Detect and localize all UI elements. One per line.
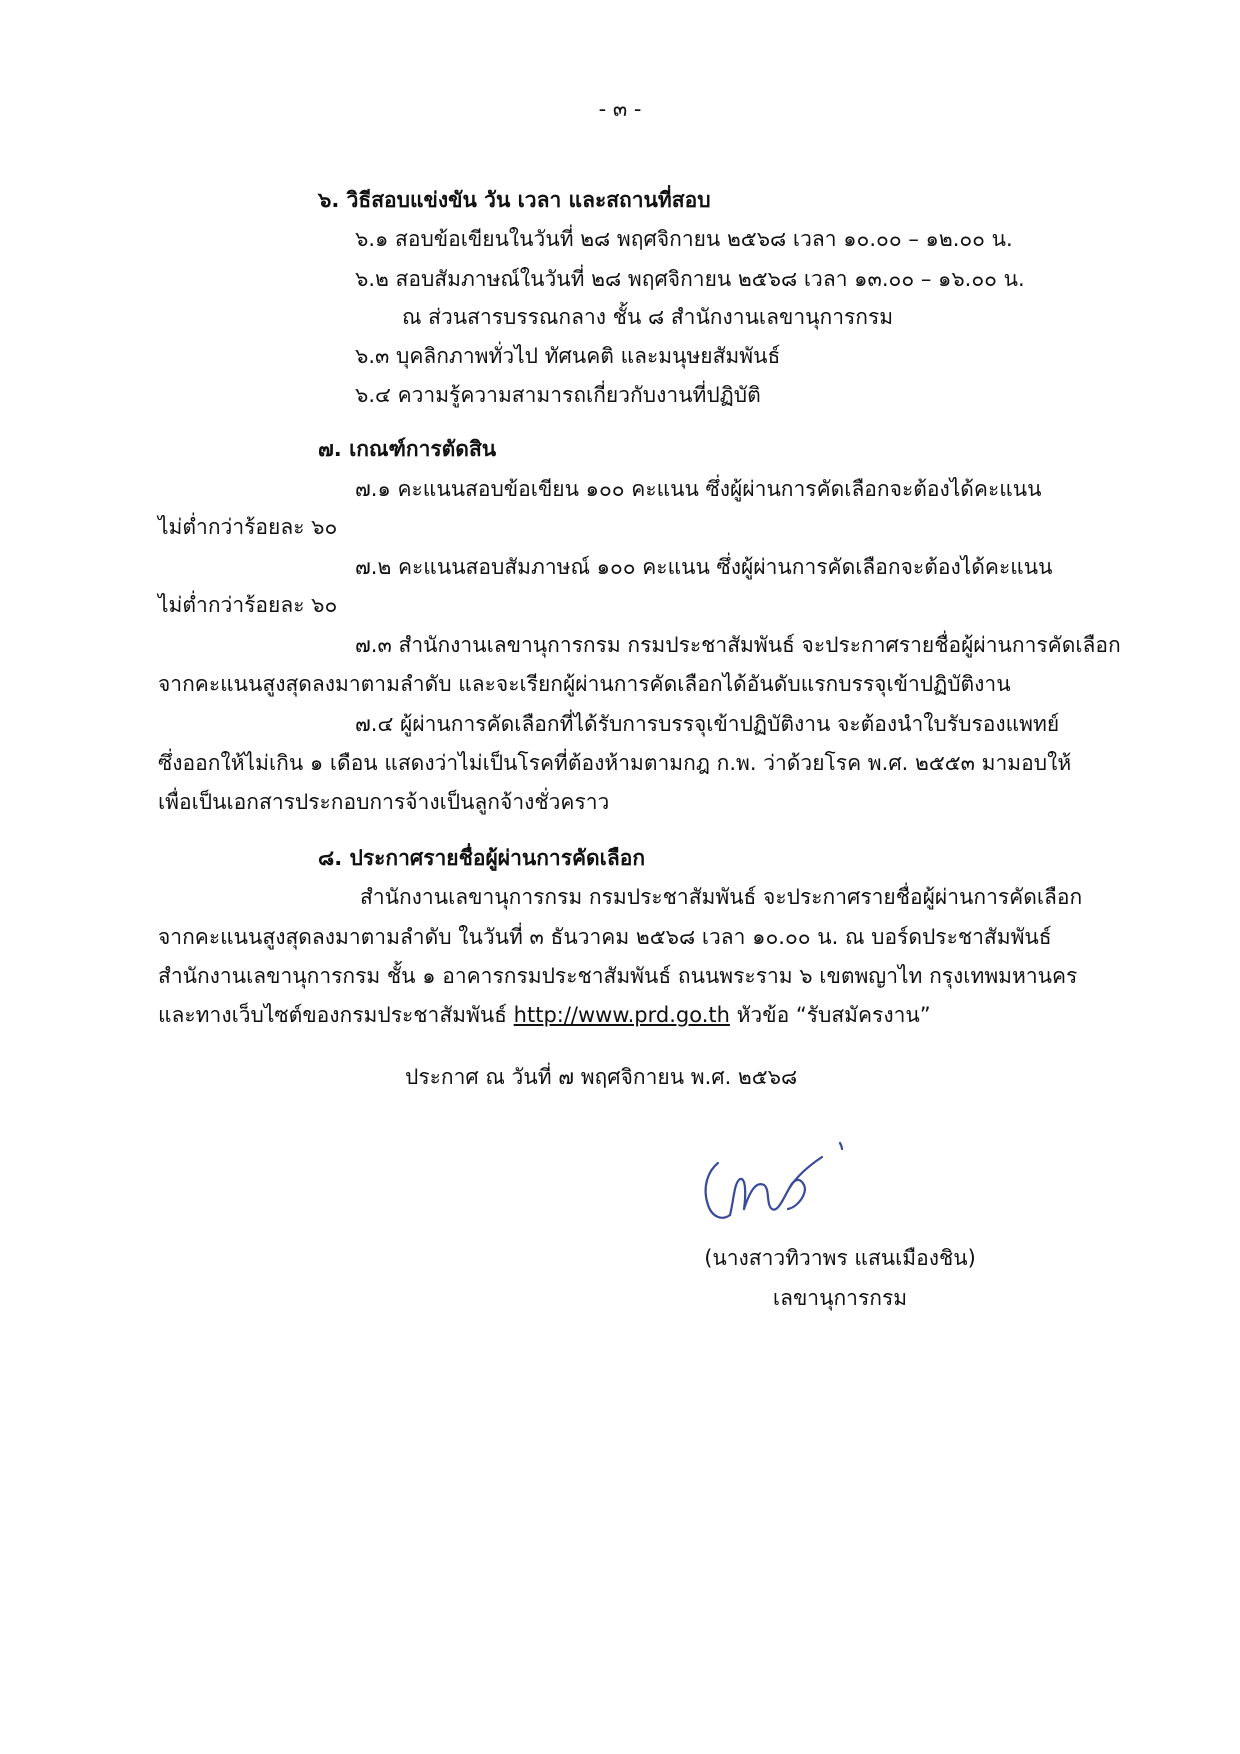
section-7-item-1: ๗.๑ คะแนนสอบข้อเขียน ๑๐๐ คะแนน ซึ่งผู้ผ่านการคัดเลือกจะต้องได้คะแนน bbox=[355, 477, 1042, 501]
section-7-item-4-cont-1: ซึ่งออกให้ไม่เกิน ๑ เดือน แสดงว่าไม่เป็นโรคที่ต้องห้ามตามกฎ ก.พ. ว่าด้วยโรค พ.ศ. ๒๕๕๓ มามอบให้ bbox=[158, 751, 1072, 775]
section-6-item-3: ๖.๓ บุคลิกภาพทั่วไป ทัศนคติ และมนุษยสัมพันธ์ bbox=[355, 344, 781, 368]
section-6-item-1: ๖.๑ สอบข้อเขียนในวันที่ ๒๘ พฤศจิกายน ๒๕๖๘ เวลา ๑๐.๐๐ – ๑๒.๐๐ น. bbox=[355, 227, 1013, 251]
announcement-date: ประกาศ ณ วันที่ ๗ พฤศจิกายน พ.ศ. ๒๕๖๘ bbox=[405, 1065, 798, 1089]
section-6-item-4: ๖.๔ ความรู้ความสามารถเกี่ยวกับงานที่ปฏิบัติ bbox=[355, 383, 761, 407]
section-7-item-3: ๗.๓ สำนักงานเลขานุการกรม กรมประชาสัมพันธ์ จะประกาศรายชื่อผู้ผ่านการคัดเลือก bbox=[355, 633, 1121, 657]
section-7-item-4-cont-2: เพื่อเป็นเอกสารประกอบการจ้างเป็นลูกจ้างชั่วคราว bbox=[158, 790, 610, 814]
section-7-item-2: ๗.๒ คะแนนสอบสัมภาษณ์ ๑๐๐ คะแนน ซึ่งผู้ผ่านการคัดเลือกจะต้องได้คะแนน bbox=[355, 555, 1053, 579]
section-8-line-4-text: และทางเว็บไซต์ของกรมประชาสัมพันธ์ bbox=[158, 1003, 514, 1027]
section-8-line-4-topic: หัวข้อ “รับสมัครงาน” bbox=[729, 1003, 931, 1027]
section-8-para-line-4 bbox=[158, 1000, 931, 1030]
section-7-heading: ๗. เกณฑ์การตัดสิน bbox=[318, 437, 497, 461]
section-6-heading: ๖. วิธีสอบแข่งขัน วัน เวลา และสถานที่สอบ bbox=[318, 188, 711, 212]
section-6-item-2-location: ณ ส่วนสารบรรณกลาง ชั้น ๘ สำนักงานเลขานุการกรม bbox=[402, 305, 894, 329]
signatory-name: (นางสาวทิวาพร แสนเมืองชิน) bbox=[704, 1246, 976, 1270]
signatory-position: เลขานุการกรม bbox=[772, 1286, 908, 1310]
section-6-item-2: ๖.๒ สอบสัมภาษณ์ในวันที่ ๒๘ พฤศจิกายน ๒๕๖๘ เวลา ๑๓.๐๐ – ๑๖.๐๐ น. bbox=[355, 267, 1025, 291]
section-8-para-line-2: จากคะแนนสูงสุดลงมาตามลำดับ ในวันที่ ๓ ธันวาคม ๒๕๖๘ เวลา ๑๐.๐๐ น. ณ บอร์ดประชาสัมพันธ์ bbox=[158, 925, 1052, 949]
section-8-heading: ๘. ประกาศรายชื่อผู้ผ่านการคัดเลือก bbox=[318, 846, 646, 870]
section-8-para-line-1: สำนักงานเลขานุการกรม กรมประชาสัมพันธ์ จะประกาศรายชื่อผู้ผ่านการคัดเลือก bbox=[360, 885, 1083, 909]
handwritten-signature bbox=[690, 1135, 870, 1245]
page-number: - ๓ - bbox=[598, 97, 642, 121]
section-7-item-3-cont: จากคะแนนสูงสุดลงมาตามลำดับ และจะเรียกผู้ผ่านการคัดเลือกได้อันดับแรกบรรจุเข้าปฏิบัติงาน bbox=[158, 672, 1011, 696]
section-7-item-2-cont: ไม่ต่ำกว่าร้อยละ ๖๐ bbox=[158, 593, 338, 617]
section-7-item-4: ๗.๔ ผู้ผ่านการคัดเลือกที่ได้รับการบรรจุเข้าปฏิบัติงาน จะต้องนำใบรับรองแพทย์ bbox=[355, 712, 1060, 736]
section-7-item-1-cont: ไม่ต่ำกว่าร้อยละ ๖๐ bbox=[158, 515, 338, 539]
section-8-para-line-3: สำนักงานเลขานุการกรม ชั้น ๑ อาคารกรมประชาสัมพันธ์ ถนนพระราม ๖ เขตพญาไท กรุงเทพมหานคร bbox=[158, 964, 1078, 988]
prd-website-link[interactable]: http://www.prd.go.th bbox=[513, 1003, 730, 1027]
